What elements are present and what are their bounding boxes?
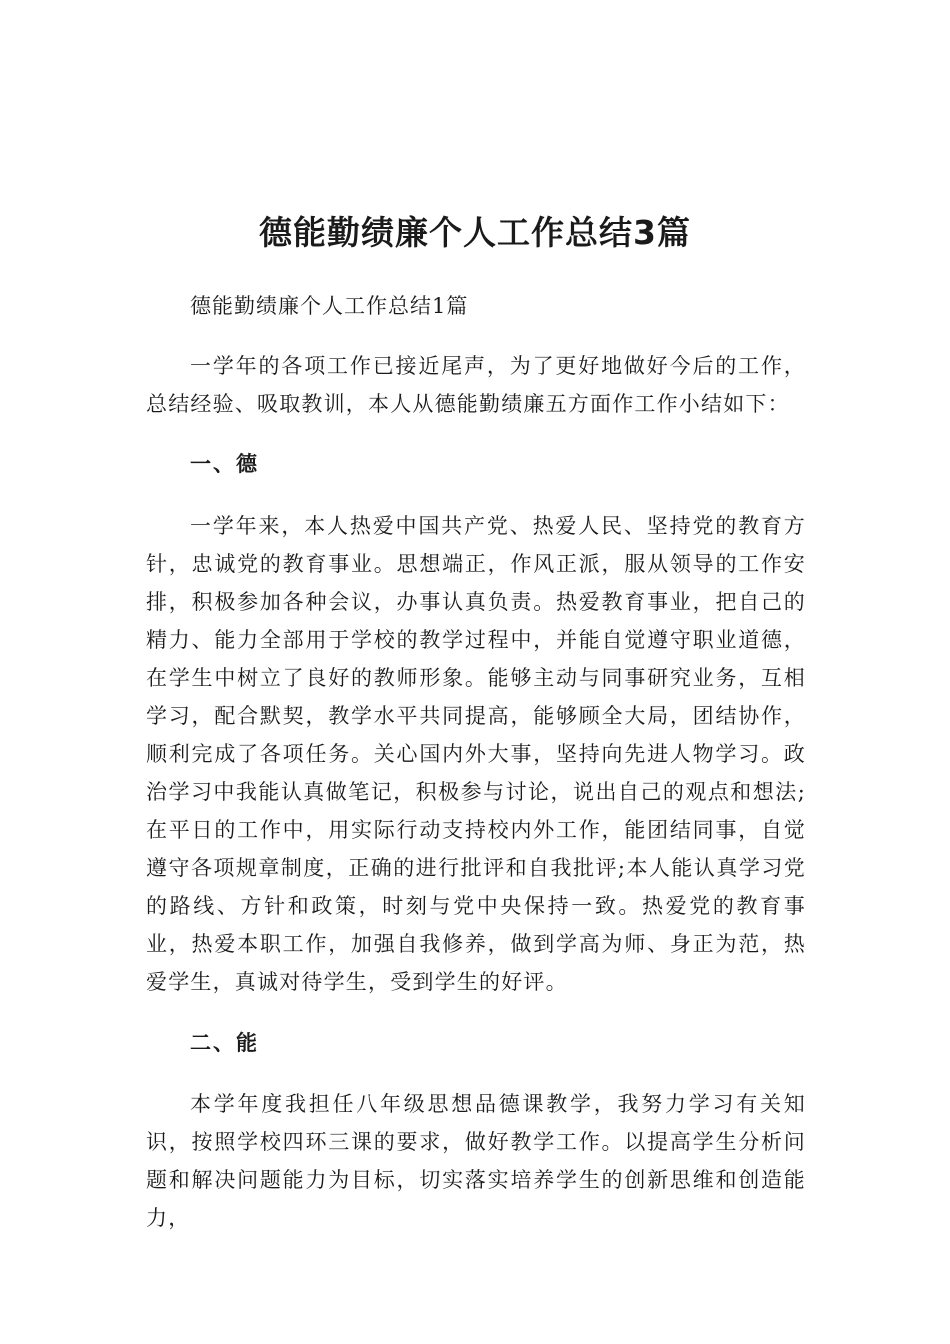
section-heading-neng: 二、能: [190, 1031, 259, 1055]
intro-paragraph: 一学年的各项工作已接近尾声，为了更好地做好今后的工作，总结经验、吸取教训，本人从德能勤绩廉五方面作工作小结如下：: [146, 354, 806, 416]
document-title: 德能勤绩廉个人工作总结3篇: [259, 213, 691, 252]
section-body-de: 一学年来，本人热爱中国共产党、热爱人民、坚持党的教育方针，忠诚党的教育事业。思想端正，作风正派，服从领导的工作安排，积极参加各种会议，办事认真负责。热爱教育事业，把自己的精力、能力全部用于学校的教学过程中，并能自觉遵守职业道德，在学生中树立了良好的教师形象。能够主动与同事研究业务，互相学习，配合默契，教学水平共同提高，能够顾全大局，团结协作，顺利完成了各项任务。关心国内外大事，坚持向先进人物学习。政治学习中我能认真做笔记，积极参与讨论，说出自己的观点和想法;在平日的工作中，用实际行动支持校内外工作，能团结同事，自觉遵守各项规章制度，正确的进行批评和自我批评;本人能认真学习党的路线、方针和政策，时刻与党中央保持一致。热爱党的教育事业，热爱本职工作，加强自我修养，做到学高为师、身正为范，热爱学生，真诚对待学生，受到学生的好评。: [146, 514, 806, 994]
section-heading-de: 一、德: [190, 452, 259, 476]
section-body-neng: 本学年度我担任八年级思想品德课教学，我努力学习有关知识，按照学校四环三课的要求，做好教学工作。以提高学生分析问题和解决问题能力为目标，切实落实培养学生的创新思维和创造能力，: [146, 1092, 806, 1230]
document-subtitle: 德能勤绩廉个人工作总结1篇: [190, 294, 469, 318]
